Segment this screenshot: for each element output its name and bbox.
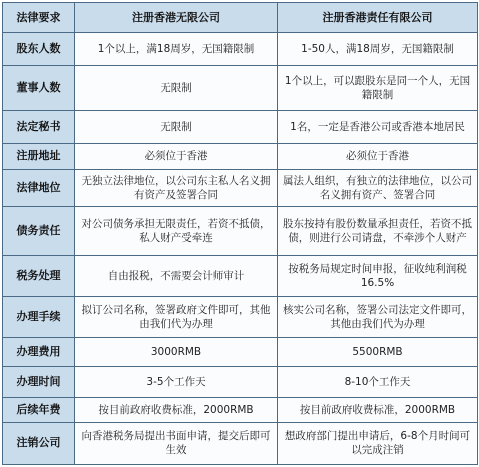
table-row [3, 422, 478, 464]
unlimited-value: 无独立法律地位，以公司东主私人名义拥有资产及签署合同 [75, 169, 278, 206]
row-label: 后续年费 [3, 398, 75, 423]
limited-value: 5500RMB [278, 338, 478, 367]
row-label: 法律地位 [3, 169, 75, 206]
row-label: 法定秘书 [3, 111, 75, 144]
unlimited-value: 按目前政府收费标准，2000RMB [75, 398, 278, 423]
unlimited-value: 无限制 [75, 111, 278, 144]
table-row [3, 206, 478, 255]
limited-value: 必须位于香港 [278, 144, 478, 170]
row-label: 注册地址 [3, 144, 75, 170]
comparison-table [2, 2, 478, 465]
limited-value: 1-50人，满18周岁，无国籍限制 [278, 33, 478, 66]
unlimited-value: 拟订公司名称，签署政府文件即可，其他由我们代为办理 [75, 297, 278, 338]
row-label: 注销公司 [3, 422, 75, 464]
limited-value: 想政府部门提出申请后，6-8个月时间可以完成注销 [278, 422, 478, 464]
table-row [3, 33, 478, 66]
unlimited-value: 无限制 [75, 65, 278, 110]
table-row [3, 169, 478, 206]
table-row [3, 256, 478, 297]
limited-value: 按目前政府收费标准，2000RMB [278, 398, 478, 423]
limited-value: 1个以上，可以跟股东是同一个人，无国籍限制 [278, 65, 478, 110]
limited-value: 8-10个工作天 [278, 367, 478, 398]
unlimited-value: 对公司债务承担无限责任，若资不抵债，私人财产受牵连 [75, 206, 278, 255]
table-row [3, 398, 478, 423]
table-row [3, 297, 478, 338]
unlimited-value: 3-5个工作天 [75, 367, 278, 398]
header-row [3, 3, 478, 33]
row-label: 董事人数 [3, 65, 75, 110]
row-label: 股东人数 [3, 33, 75, 66]
row-label: 办理手续 [3, 297, 75, 338]
unlimited-value: 3000RMB [75, 338, 278, 367]
table-row [3, 65, 478, 110]
row-label: 税务处理 [3, 256, 75, 297]
limited-value: 按税务局规定时间申报，征收纯利润税16.5% [278, 256, 478, 297]
limited-value: 股东按持有股份数量承担责任，若资不抵债，则进行公司请盘，不牵涉个人财产 [278, 206, 478, 255]
unlimited-value: 1个以上，满18周岁，无国籍限制 [75, 33, 278, 66]
header-limited-company: 注册香港责任有限公司 [278, 3, 478, 33]
table-row [3, 144, 478, 170]
table-row [3, 367, 478, 398]
limited-value: 属法人组织，有独立的法律地位，以公司名义拥有资产、签署合同 [278, 169, 478, 206]
unlimited-value: 必须位于香港 [75, 144, 278, 170]
table-row [3, 338, 478, 367]
limited-value: 核实公司名称，签署公司法定文件即可，其他由我们代为办理 [278, 297, 478, 338]
unlimited-value: 向香港税务局提出书面申请，提交后即可生效 [75, 422, 278, 464]
header-legal-requirement: 法律要求 [3, 3, 75, 33]
unlimited-value: 自由报税，不需要会计师审计 [75, 256, 278, 297]
row-label: 办理时间 [3, 367, 75, 398]
row-label: 办理费用 [3, 338, 75, 367]
header-unlimited-company: 注册香港无限公司 [75, 3, 278, 33]
row-label: 债务责任 [3, 206, 75, 255]
limited-value: 1名，一定是香港公司或香港本地居民 [278, 111, 478, 144]
table-row [3, 111, 478, 144]
